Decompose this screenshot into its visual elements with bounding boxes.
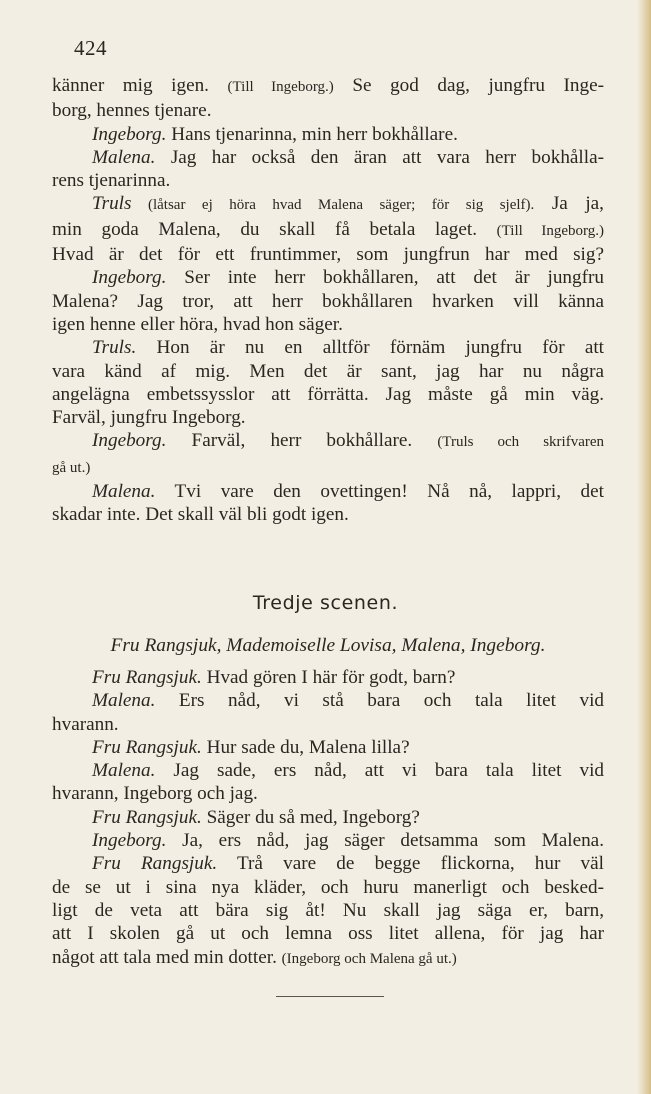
text-line xyxy=(52,480,604,503)
dialogue-text: borg, hennes tjenare. xyxy=(52,100,212,122)
page-number: 424 xyxy=(74,36,107,60)
dialogue-text: Jag sade, ers nåd, att vi bara tala litet vid xyxy=(155,760,604,782)
text-line xyxy=(52,852,604,875)
dialogue-text: Ja, ers nåd, jag säger detsamma som Malena. xyxy=(166,830,604,852)
dialogue-text: Farväl, jungfru Ingeborg. xyxy=(52,407,246,429)
text-line xyxy=(52,406,604,429)
dialogue-text: Jag har också den äran att vara herr bokhålla- xyxy=(155,146,604,168)
dialogue-text: Trå vare de begge flickorna, hur väl xyxy=(217,853,604,875)
text-line xyxy=(52,946,604,971)
stage-direction: (Ingeborg och Malena gå ut.) xyxy=(281,950,457,967)
text-line xyxy=(52,806,604,829)
stage-direction: (Till Ingeborg.) xyxy=(227,79,334,95)
dialogue-text: Hvad är det för ett fruntimmer, som jungfrun har med sig? xyxy=(52,244,604,266)
stage-direction: gå ut.) xyxy=(52,459,91,476)
speaker-name: Fru Rangsjuk. xyxy=(92,667,202,688)
page-edge xyxy=(637,0,651,1094)
text-line xyxy=(52,429,604,454)
speaker-name: Malena. xyxy=(92,481,156,503)
text-line xyxy=(52,922,604,945)
dialogue-text: Malena? Jag tror, att herr bokhållaren hvarken vill känna xyxy=(52,290,604,312)
end-rule xyxy=(276,996,384,997)
speaker-name: Ingeborg. xyxy=(92,430,167,452)
dialogue-text: Ers nåd, vi stå bara och tala litet vid xyxy=(155,690,604,712)
text-line xyxy=(52,74,604,99)
cast-list: Fru Rangsjuk, Mademoiselle Lovisa, Malena, Ingeborg. xyxy=(110,635,546,656)
text-line xyxy=(52,503,604,526)
text-line xyxy=(52,218,604,243)
text-line xyxy=(52,290,604,313)
dialogue-text: Ser inte herr bokhållaren, att det är jungfru xyxy=(166,267,604,289)
dialogue-text: hvarann. xyxy=(52,713,119,735)
text-line xyxy=(52,123,604,146)
text-line xyxy=(52,759,604,782)
text-line xyxy=(52,243,604,266)
dialogue-text: igen henne eller höra, hvad hon säger. xyxy=(52,313,343,335)
speaker-name: Fru Rangsjuk. xyxy=(92,736,202,758)
dialogue-text: Säger du så med, Ingeborg? xyxy=(201,806,420,828)
text-line xyxy=(52,99,604,122)
dialogue-text: känner mig igen. xyxy=(52,75,228,96)
stage-direction: (låtsar ej höra hvad Malena säger; för sig sjelf). xyxy=(131,197,535,214)
dialogue-text: de se ut i sina nya kläder, och huru manerligt och besked- xyxy=(52,876,604,898)
speaker-name: Malena. xyxy=(92,690,156,712)
stage-direction: (Till Ingeborg.) xyxy=(496,222,604,239)
dialogue-text: vara känd af mig. Men det är sant, jag har nu några xyxy=(52,360,604,382)
text-line xyxy=(52,336,604,359)
text-line xyxy=(52,313,604,336)
dialogue-text: rens tjenarinna. xyxy=(52,170,171,192)
speaker-name: Malena. xyxy=(92,760,156,782)
text-line xyxy=(52,266,604,289)
section-heading: Tredje scenen. xyxy=(252,592,399,614)
text-line xyxy=(52,360,604,383)
dialogue-text: Hans tjenarinna, min herr bokhållare. xyxy=(166,123,458,145)
text-line xyxy=(52,713,604,736)
text-line xyxy=(52,899,604,922)
speaker-name: Malena. xyxy=(92,146,156,168)
speaker-name: Truls. xyxy=(92,337,137,359)
dialogue-text: Hon är nu en alltför förnäm jungfru för att xyxy=(136,337,604,359)
speaker-name: Fru Rangsjuk. xyxy=(92,806,202,828)
dialogue-text: hvarann, Ingeborg och jag. xyxy=(52,783,258,805)
dialogue-text: Ja ja, xyxy=(534,193,604,215)
text-line xyxy=(52,169,604,192)
dialogue-text: angelägna embetssysslor att förrätta. Jag måste gå min väg. xyxy=(52,383,604,405)
speaker-name: Ingeborg. xyxy=(92,267,167,289)
text-line xyxy=(52,455,604,480)
text-line xyxy=(52,146,604,169)
speaker-name: Fru Rangsjuk. xyxy=(92,853,218,875)
text-line xyxy=(52,736,604,759)
speaker-name: Ingeborg. xyxy=(92,830,167,852)
speaker-name: Ingeborg. xyxy=(92,123,167,145)
dialogue-text: Farväl, herr bokhållare. xyxy=(166,430,438,452)
dialogue-block-bottom xyxy=(52,666,604,971)
text-line xyxy=(52,383,604,406)
text-line xyxy=(52,876,604,899)
dialogue-text: skadar inte. Det skall väl bli godt igen. xyxy=(52,504,349,526)
text-line xyxy=(52,829,604,852)
text-line xyxy=(52,192,604,217)
text-line xyxy=(52,782,604,805)
text-line xyxy=(52,689,604,712)
dialogue-text: Se god dag, jungfru Inge- xyxy=(333,75,604,96)
dialogue-text: att I skolen gå ut och lemna oss litet allena, för jag har xyxy=(52,923,604,945)
dialogue-text: min goda Malena, du skall få betala laget. xyxy=(52,218,497,240)
text-line xyxy=(52,666,604,689)
dialogue-text: Tvi vare den ovettingen! Nå nå, lappri, det xyxy=(155,481,604,503)
speaker-name: Truls xyxy=(92,193,132,215)
dialogue-text: ligt de veta att bära sig åt! Nu skall jag säga er, barn, xyxy=(52,899,604,921)
dialogue-text: Hur sade du, Malena lilla? xyxy=(201,736,410,758)
dialogue-text: något att tala med min dotter. xyxy=(52,946,282,968)
dialogue-text: Hvad gören I här för godt, barn? xyxy=(201,667,456,688)
dialogue-block-top xyxy=(52,74,604,527)
stage-direction: (Truls och skrifvaren xyxy=(437,434,605,451)
